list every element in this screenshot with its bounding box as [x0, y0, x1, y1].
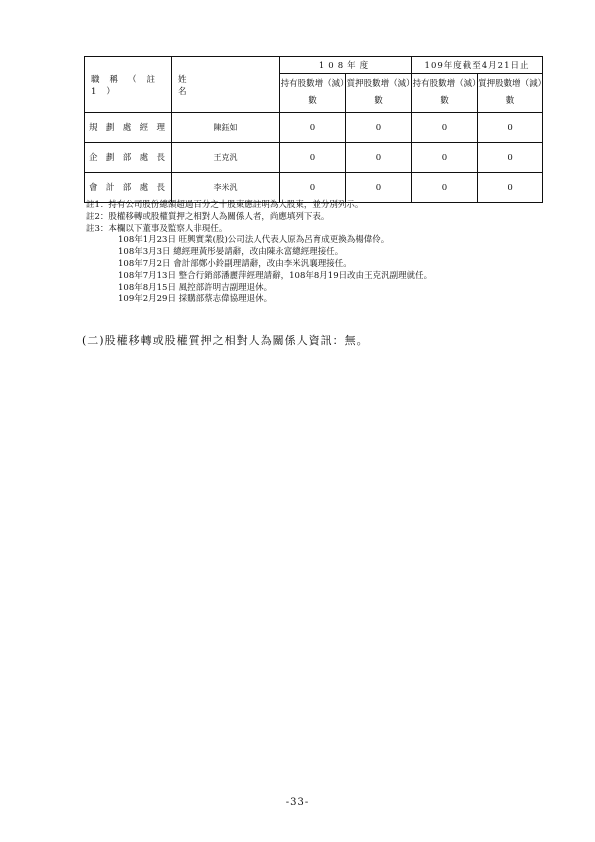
shareholding-change-table	[84, 56, 543, 203]
row-held-2019: 0	[280, 113, 346, 143]
row-title: 企劃部處長	[85, 143, 172, 173]
header-shares-held-2020: 持有股數增（減）數	[412, 74, 478, 113]
row-pledged-2020: 0	[478, 143, 543, 173]
table-row	[85, 113, 543, 143]
header-title: 職稱（註1）	[85, 57, 172, 113]
footnote-2: 註2：股權移轉或股權質押之相對人為關係人者，尚應填列下表。	[86, 211, 330, 222]
header-shares-pledged-2020: 質押股數增（減）數	[478, 74, 543, 113]
change-note: 108年1月23日 旺興實業(股)公司法人代表人原為呂育成更換為楊偉伶。	[118, 235, 390, 246]
row-held-2019: 0	[280, 143, 346, 173]
row-name: 李米汎	[172, 173, 280, 203]
header-period-2020: 109年度截至4月21日止	[412, 57, 543, 74]
header-shares-pledged-2019: 質押股數增（減）數	[346, 74, 412, 113]
row-pledged-2019: 0	[346, 173, 412, 203]
row-held-2020: 0	[412, 173, 478, 203]
footnote-3: 註3：本欄以下董事及監察人非現任。	[86, 223, 228, 234]
header-shares-held-2019: 持有股數增（減）數	[280, 74, 346, 113]
table-row	[85, 143, 543, 173]
row-pledged-2019: 0	[346, 113, 412, 143]
change-note: 108年8月15日 風控部許明吉副理退休。	[118, 282, 273, 293]
row-name: 王克汎	[172, 143, 280, 173]
row-held-2020: 0	[412, 113, 478, 143]
page-number: -33-	[285, 797, 310, 808]
row-held-2019: 0	[280, 173, 346, 203]
row-held-2020: 0	[412, 143, 478, 173]
row-pledged-2020: 0	[478, 113, 543, 143]
row-pledged-2019: 0	[346, 143, 412, 173]
footnote-1: 註1：持有公司股份總額超過百分之十股東應註明為大股東，並分別列示。	[86, 200, 364, 210]
header-period-2019: 108年度	[280, 57, 412, 74]
change-note: 108年3月3日 總經理黃彤晏請辭，改由陳永富總經理接任。	[118, 247, 344, 258]
change-note: 108年7月2日 會計部鄭小鈴副理請辭，改由李米汎襄理接任。	[118, 258, 352, 269]
change-note: 109年2月29日 採購部蔡志偉協理退休。	[118, 294, 273, 305]
section-heading: (二)股權移轉或股權質押之相對人為關係人資訊：無。	[82, 334, 369, 347]
header-name: 姓名	[172, 57, 280, 113]
row-pledged-2020: 0	[478, 173, 543, 203]
change-note: 108年7月13日 整合行銷部潘麗萍經理請辭，108年8月19日改由王克汎副理就任。	[118, 270, 433, 281]
row-title: 會計部處長	[85, 173, 172, 203]
table-row	[85, 173, 543, 203]
row-name: 陳鈺如	[172, 113, 280, 143]
row-title: 規劃處經理	[85, 113, 172, 143]
footnotes	[86, 200, 546, 306]
